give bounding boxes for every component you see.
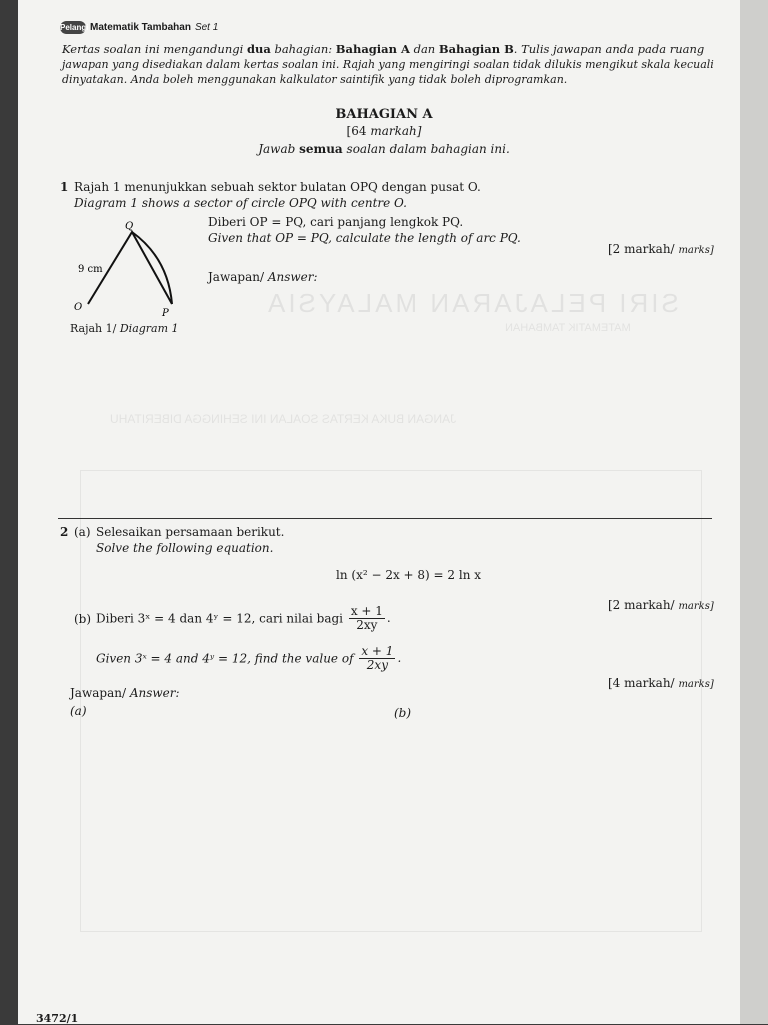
set-label: Set 1 bbox=[194, 22, 219, 33]
q1-marks: [2 markah/ marks] bbox=[608, 242, 714, 256]
q2b-text-ms: Diberi 3ˣ = 4 dan 4ʸ = 12, cari nilai bagi $\frac{x + 1}{2xy}$ . bbox=[96, 604, 391, 632]
fraction: $\frac{x + 1}{2xy}$ bbox=[361, 644, 394, 672]
q1-given-en: Given that OP = PQ, calculate the length of arc PQ. bbox=[208, 231, 521, 245]
section-instruction: Jawab semua soalan dalam bahagian ini. bbox=[258, 142, 510, 156]
label-o: O bbox=[74, 302, 83, 313]
fraction: $\frac{x + 1}{2xy}$ bbox=[350, 604, 383, 632]
paper-code: 3472/1 bbox=[36, 1012, 79, 1025]
diagram-caption: Rajah 1/ Diagram 1 bbox=[70, 322, 179, 335]
bleed-through-text: MATEMATIK TAMBAHAN bbox=[505, 322, 631, 334]
book-title: Matematik Tambahan bbox=[90, 22, 191, 33]
label-q: Q bbox=[125, 221, 134, 232]
q2a-equation: ln (x² − 2x + 8) = 2 ln x bbox=[336, 568, 482, 582]
label-9cm: 9 cm bbox=[78, 264, 103, 275]
q2-part-a-label: (a) bbox=[74, 525, 91, 539]
q1-text-ms: Rajah 1 menunjukkan sebuah sektor bulatan OPQ dengan pusat O. bbox=[74, 180, 481, 194]
q1-number: 1 bbox=[60, 180, 69, 194]
bleed-through-text: SIRI PELAJARAN MALAYSIA bbox=[265, 288, 679, 318]
q2a-text-en: Solve the following equation. bbox=[96, 541, 274, 555]
q2a-marks: [2 markah/ marks] bbox=[608, 598, 714, 612]
bleed-through-table bbox=[80, 470, 702, 932]
q1-text-en: Diagram 1 shows a sector of circle OPQ with centre O. bbox=[74, 196, 407, 210]
q2-answer-label: Jawapan/ Answer: bbox=[70, 686, 180, 700]
q2-answer-a: (a) bbox=[70, 704, 87, 718]
q2-part-b-label: (b) bbox=[74, 612, 92, 626]
q1-given-ms: Diberi OP = PQ, cari panjang lengkok PQ. bbox=[208, 215, 464, 229]
q2b-text-en: Given 3ˣ = 4 and 4ʸ = 12, find the value of $\frac{x + 1}{2xy}$ . bbox=[96, 644, 402, 672]
q1-answer-label: Jawapan/ Answer: bbox=[208, 270, 318, 284]
section-title: BAHAGIAN A bbox=[335, 107, 433, 122]
q2-number: 2 bbox=[60, 525, 69, 539]
sector-diagram bbox=[70, 218, 190, 323]
publisher-logo: Pelangi bbox=[60, 23, 89, 32]
q2b-marks: [4 markah/ marks] bbox=[608, 676, 714, 690]
instructions-line-2: jawapan yang disediakan dalam kertas soalan ini. Rajah yang mengiringi soalan tidak dilukis mengikut skala kecuali bbox=[62, 58, 714, 71]
question-divider bbox=[58, 518, 712, 519]
bleed-through-text: JANGAN BUKA KERTAS SOALAN INI SEHINGGA DIBERITAHU bbox=[110, 412, 457, 426]
instructions-line-3: dinyatakan. Anda boleh menggunakan kalkulator saintifik yang tidak boleh diprogramkan. bbox=[62, 73, 568, 86]
q2a-text-ms: Selesaikan persamaan berikut. bbox=[96, 525, 285, 539]
section-marks: [64 markah] bbox=[346, 124, 422, 138]
instructions-line-1: Kertas soalan ini mengandungi dua bahagian: Bahagian A dan Bahagian B. Tulis jawapan anda pada ruang bbox=[62, 42, 705, 56]
label-p: P bbox=[162, 308, 169, 319]
page-header bbox=[60, 20, 218, 35]
q2-answer-b: (b) bbox=[394, 706, 412, 720]
